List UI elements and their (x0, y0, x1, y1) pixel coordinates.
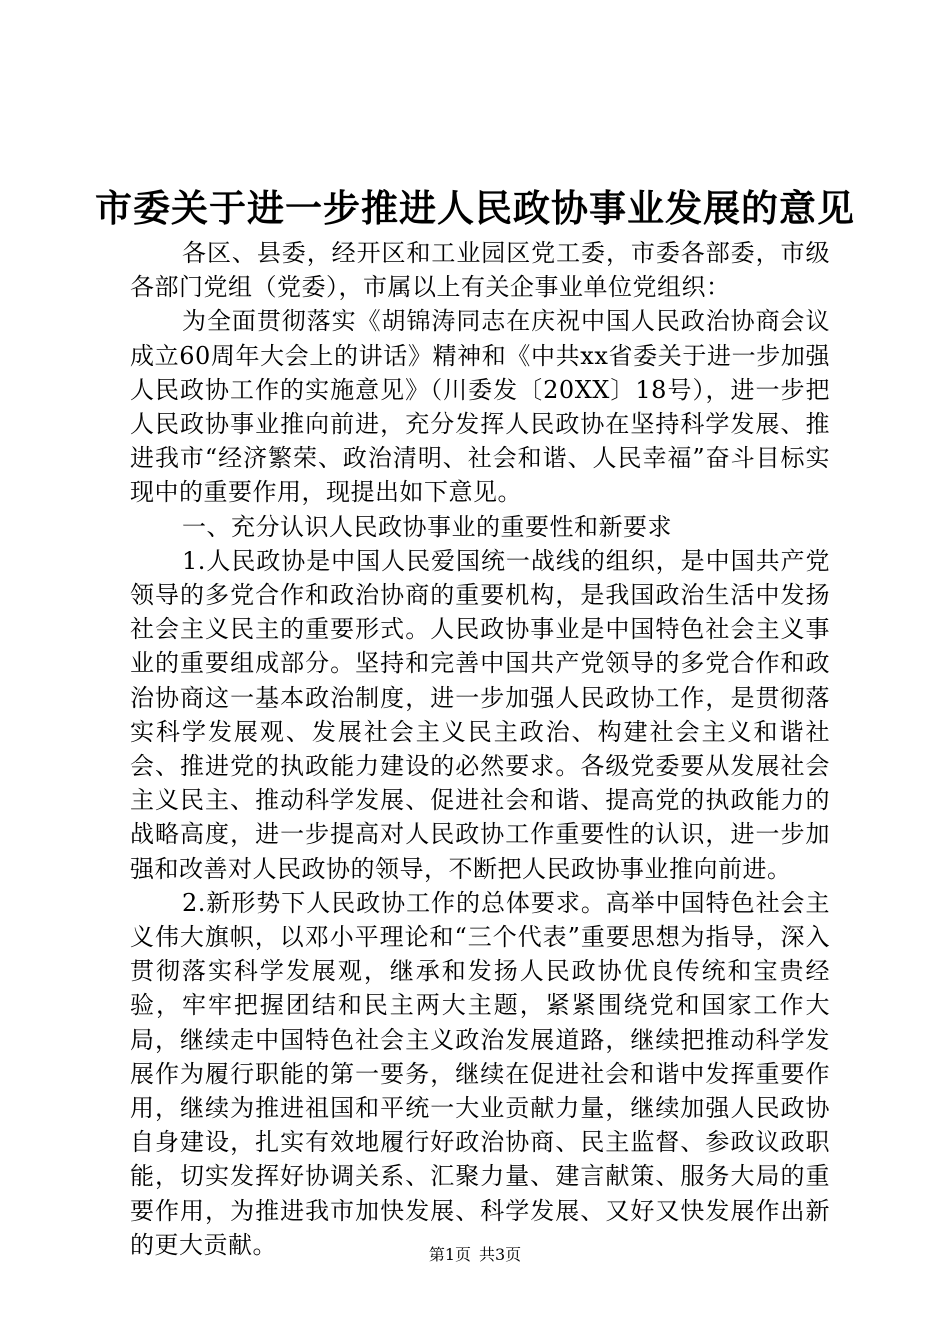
salutation-paragraph: 各区、县委，经开区和工业园区党工委，市委各部委，市级各部门党组（党委），市属以上有关企事业单位党组织： (130, 239, 830, 302)
page-footer (0, 1244, 950, 1266)
section-heading: 一、充分认识人民政协事业的重要性和新要求 (182, 512, 672, 541)
intro-paragraph: 为全面贯彻落实《胡锦涛同志在庆祝中国人民政治协商会议成立60周年大会上的讲话》精神和《中共xx省委关于进一步加强人民政协工作的实施意见》（川委发〔20XX〕18号），进一步把人民政协事业推向前进，充分发挥人民政协在坚持科学发展、推进我市“经济繁荣、政治清明、社会和谐、人民幸福”奋斗目标实现中的重要作用，现提出如下意见。 (130, 307, 830, 507)
page-total: 共3页 (479, 1245, 522, 1264)
body-paragraph-2: 2.新形势下人民政协工作的总体要求。高举中国特色社会主义伟大旗帜，以邓小平理论和“三个代表”重要思想为指导，深入贯彻落实科学发展观，继承和发扬人民政协优良传统和宝贵经验，牢牢把握团结和民主两大主题，紧紧围绕党和国家工作大局，继续走中国特色社会主义政治发展道路，继续把推动科学发展作为履行职能的第一要务，继续在促进社会和谐中发挥重要作用，继续为推进祖国和平统一大业贡献力量，继续加强人民政协自身建设，扎实有效地履行好政治协商、民主监督、参政议政职能，切实发挥好协调关系、汇聚力量、建言献策、服务大局的重要作用，为推进我市加快发展、科学发展、又好又快发展作出新的更大贡献。 (130, 888, 830, 1259)
document-body (130, 236, 830, 1262)
page-number: 第1页 (428, 1245, 471, 1264)
body-paragraph-1: 1.人民政协是中国人民爱国统一战线的组织，是中国共产党领导的多党合作和政治协商的重要机构，是我国政治生活中发扬社会主义民主的重要形式。人民政协事业是中国特色社会主义事业的重要组成部分。坚持和完善中国共产党领导的多党合作和政治协商这一基本政治制度，进一步加强人民政协工作，是贯彻落实科学发展观、发展社会主义民主政治、构建社会主义和谐社会、推进党的执政能力建设的必然要求。各级党委要从发展社会主义民主、推动科学发展、促进社会和谐、提高党的执政能力的战略高度，进一步提高对人民政协工作重要性的认识，进一步加强和改善对人民政协的领导，不断把人民政协事业推向前进。 (130, 546, 830, 883)
document-title: 市委关于进一步推进人民政协事业发展的意见 (95, 186, 855, 230)
